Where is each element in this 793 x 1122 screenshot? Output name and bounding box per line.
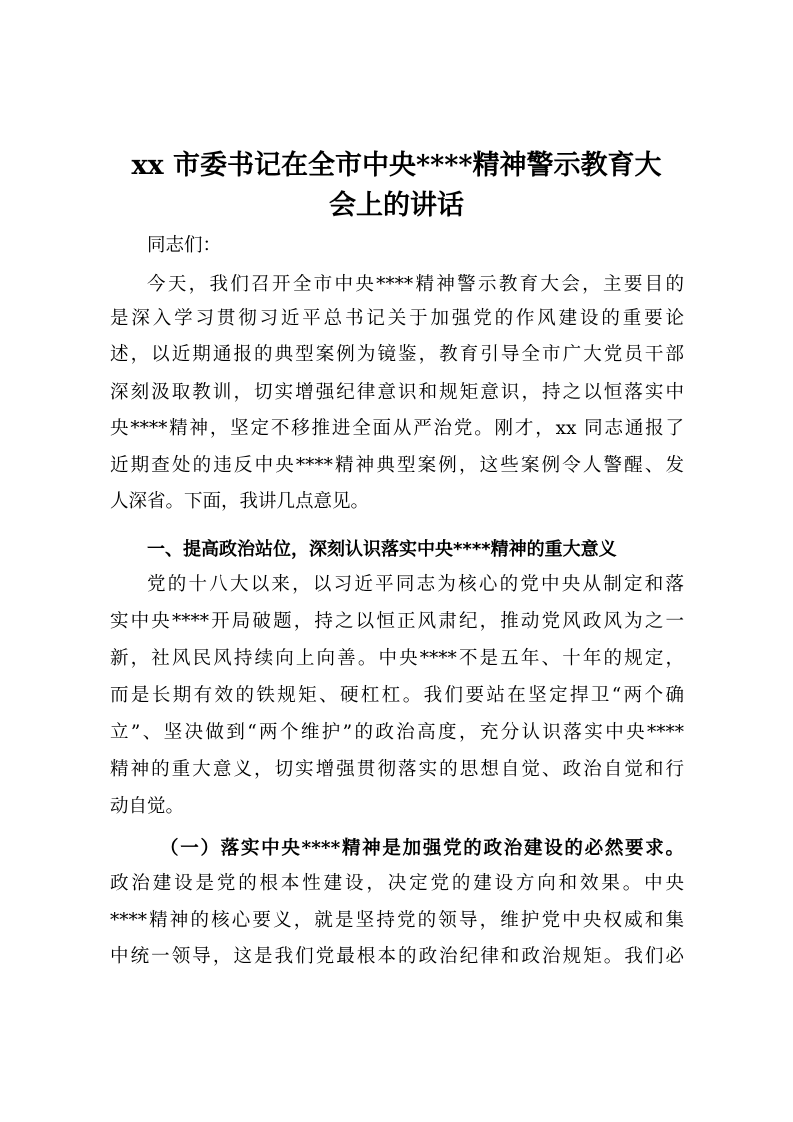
paragraph-line: 央****精神，坚定不移推进全面从严治党。刚才，xx 同志通报了 <box>110 418 684 439</box>
paragraph-line: 动自觉。 <box>110 796 185 817</box>
paragraph-line: 述，以近期通报的典型案例为镜鉴，教育引导全市广大党员干部 <box>110 344 684 365</box>
paragraph-line: 中统一领导，这是我们党最根本的政治纪律和政治规矩。我们必 <box>110 946 684 967</box>
paragraph-line: 而是长期有效的铁规矩、硬杠杠。我们要站在坚定捍卫“两个确 <box>110 685 684 706</box>
paragraph-line: 立”、坚决做到“两个维护”的政治高度，充分认识落实中央**** <box>110 722 684 743</box>
document-title-line-2: 会上的讲话 <box>329 190 464 221</box>
paragraph-line: 人深省。下面，我讲几点意见。 <box>110 491 370 512</box>
paragraph-line: 今天，我们召开全市中央****精神警示教育大会，主要目的 <box>147 274 684 295</box>
subsection-heading-1: （一）落实中央****精神是加强党的政治建设的必然要求。 <box>160 838 684 859</box>
document-title-line-1: xx 市委书记在全市中央****精神警示教育大 <box>131 150 662 181</box>
paragraph-line: 新，社风民风持续向上向善。中央****不是五年、十年的规定， <box>110 648 684 669</box>
paragraph-line: 近期查处的违反中央****精神典型案例，这些案例令人警醒、发 <box>110 455 684 476</box>
paragraph-line: ****精神的核心要义，就是坚持党的领导，维护党中央权威和集 <box>110 910 684 931</box>
section-heading-1: 一、提高政治站位，深刻认识落实中央****精神的重大意义 <box>147 539 617 560</box>
paragraph-line: 政治建设是党的根本性建设，决定党的建设方向和效果。中央 <box>110 873 684 894</box>
salutation: 同志们： <box>147 235 222 256</box>
paragraph-line: 实中央****开局破题，持之以恒正风肃纪，推动党风政风为之一 <box>110 611 684 632</box>
paragraph-line: 深刻汲取教训，切实增强纪律意识和规矩意识，持之以恒落实中 <box>110 382 684 403</box>
paragraph-line: 是深入学习贯彻习近平总书记关于加强党的作风建设的重要论 <box>110 308 684 329</box>
paragraph-line: 精神的重大意义，切实增强贯彻落实的思想自觉、政治自觉和行 <box>110 759 684 780</box>
paragraph-line: 党的十八大以来，以习近平同志为核心的党中央从制定和落 <box>147 574 684 595</box>
